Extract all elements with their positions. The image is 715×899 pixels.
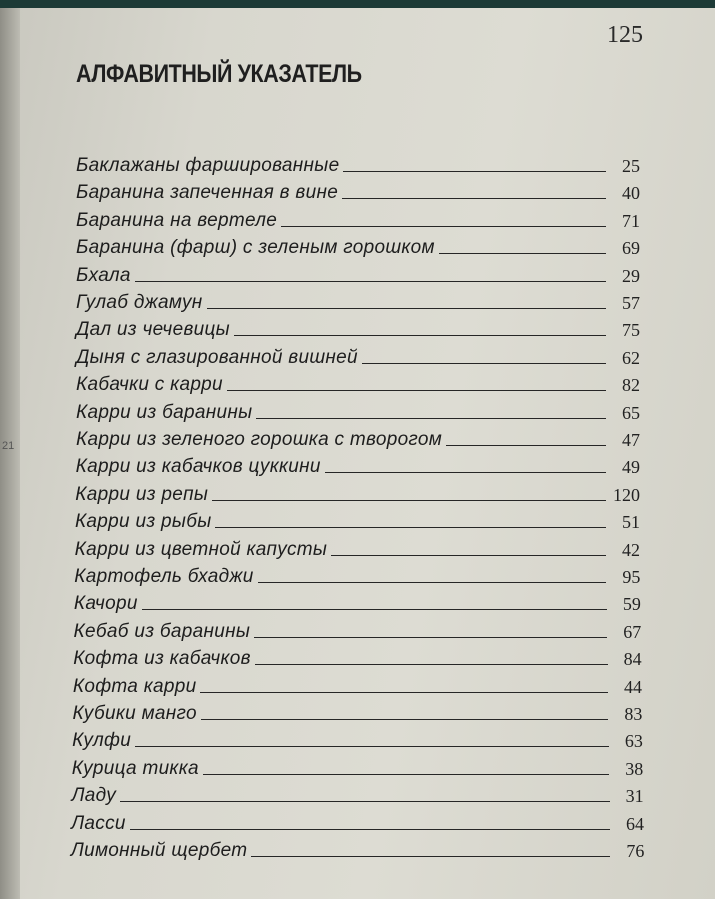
- entry-name: Кабачки с карри: [76, 374, 223, 396]
- entry-page-number: 38: [625, 758, 644, 779]
- leader-line: [200, 692, 608, 693]
- index-entry: [0, 589, 715, 615]
- entry-name: Карри из баранины: [76, 401, 253, 423]
- leader-line: [439, 253, 606, 254]
- entry-page-number: 120: [613, 484, 640, 505]
- index-entry: [0, 726, 715, 752]
- entry-page-number: 57: [622, 293, 640, 313]
- entry-name: Баранина на вертеле: [76, 209, 278, 231]
- leader-line: [234, 335, 606, 336]
- entry-page-number: 62: [622, 347, 640, 368]
- entry-page-number: 64: [626, 813, 644, 834]
- entry-name: Кубики манго: [72, 703, 197, 724]
- entry-name: Дал из чечевицы: [76, 319, 230, 341]
- leader-line: [120, 801, 610, 802]
- index-entry: [0, 699, 715, 725]
- entry-page-number: 71: [622, 210, 640, 231]
- index-entry: [0, 480, 715, 506]
- leader-line: [135, 281, 606, 282]
- entry-name: Баранина запеченная в вине: [76, 182, 339, 204]
- book-page: [0, 8, 715, 899]
- entry-name: Кулфи: [72, 730, 132, 752]
- leader-line: [258, 582, 607, 583]
- entry-page-number: 63: [624, 731, 643, 752]
- entry-page-number: 95: [622, 567, 641, 587]
- entry-name: Баранина (фарш) с зеленым горошком: [76, 237, 435, 259]
- index-entry: [0, 452, 715, 478]
- entry-name: Карри из зеленого горошка с творогом: [76, 429, 443, 450]
- leader-line: [227, 390, 606, 391]
- entry-page-number: 44: [624, 676, 642, 697]
- index-entry: [0, 343, 715, 369]
- leader-line: [256, 418, 606, 419]
- leader-line: [255, 664, 608, 665]
- entry-name: Ладу: [71, 785, 117, 807]
- index-entry: [0, 233, 715, 259]
- index-entry: [0, 507, 715, 533]
- index-entry: [0, 178, 715, 204]
- entry-page-number: 84: [623, 649, 642, 670]
- leader-line: [251, 856, 610, 857]
- index-entry: [0, 261, 715, 287]
- entry-page-number: 29: [622, 265, 640, 286]
- leader-line: [201, 719, 609, 720]
- entry-name: Карри из рыбы: [74, 511, 212, 533]
- index-entry: [0, 370, 715, 396]
- entry-page-number: 59: [622, 594, 641, 615]
- entry-name: Карри из кабачков цуккини: [75, 456, 321, 478]
- entry-name: Карри из цветной капусты: [74, 538, 328, 560]
- entry-name: Карри из репы: [75, 483, 209, 505]
- entry-name: Кофта карри: [72, 675, 197, 697]
- entry-name: Лимонный щербет: [70, 840, 248, 861]
- entry-page-number: 69: [622, 238, 640, 259]
- leader-line: [446, 445, 606, 446]
- index-entry: [0, 562, 715, 588]
- side-mark: 21: [2, 440, 15, 452]
- index-entry: [0, 781, 715, 807]
- leader-line: [342, 198, 606, 199]
- leader-line: [207, 308, 606, 309]
- entry-page-number: 75: [622, 320, 640, 341]
- entry-page-number: 76: [626, 841, 645, 861]
- entry-name: Бхала: [76, 264, 131, 286]
- leader-line: [331, 555, 606, 556]
- entry-page-number: 47: [622, 430, 640, 450]
- leader-line: [325, 472, 606, 473]
- entry-name: Картофель бхаджи: [74, 566, 254, 587]
- entry-page-number: 51: [622, 512, 640, 533]
- leader-line: [142, 609, 607, 610]
- index-entry: [0, 151, 715, 177]
- entry-page-number: 31: [625, 786, 644, 807]
- entry-name: Курица тикка: [71, 757, 199, 779]
- index-entry: [0, 836, 715, 862]
- leader-line: [130, 829, 610, 830]
- entry-name: Баклажаны фаршированные: [76, 155, 340, 176]
- leader-line: [215, 527, 606, 528]
- entry-name: Кебаб из баранины: [73, 620, 251, 642]
- index-entry: [0, 535, 715, 561]
- entry-name: Качори: [73, 593, 138, 615]
- index-entry: [0, 754, 715, 780]
- entry-page-number: 65: [622, 402, 640, 423]
- leader-line: [135, 746, 609, 747]
- index-entry: [0, 809, 715, 835]
- entry-page-number: 82: [622, 375, 640, 396]
- leader-line: [343, 171, 606, 172]
- entry-page-number: 42: [622, 539, 640, 560]
- entry-page-number: 40: [622, 183, 640, 204]
- index-entry: [0, 398, 715, 424]
- leader-line: [203, 774, 609, 775]
- entry-name: Дыня с глазированной вишней: [76, 346, 358, 368]
- index-entry: [0, 315, 715, 341]
- entry-page-number: 83: [624, 704, 643, 724]
- index-entry: [0, 672, 715, 698]
- entry-name: Ласси: [71, 812, 126, 834]
- page-number: 125: [607, 22, 643, 48]
- leader-line: [362, 363, 606, 364]
- leader-line: [254, 637, 607, 638]
- index-entry: [0, 206, 715, 232]
- entry-page-number: 49: [622, 457, 640, 478]
- index-title: АЛФАВИТНЫЙ УКАЗАТЕЛЬ: [76, 60, 362, 88]
- leader-line: [212, 500, 606, 501]
- entry-page-number: 67: [623, 621, 642, 642]
- leader-line: [281, 226, 606, 227]
- index-entry: [0, 288, 715, 314]
- index-entry: [0, 644, 715, 670]
- index-entry: [0, 425, 715, 451]
- entry-name: Гулаб джамун: [76, 292, 203, 313]
- index-entry: [0, 617, 715, 643]
- entry-name: Кофта из кабачков: [73, 648, 251, 670]
- entry-page-number: 25: [622, 156, 640, 176]
